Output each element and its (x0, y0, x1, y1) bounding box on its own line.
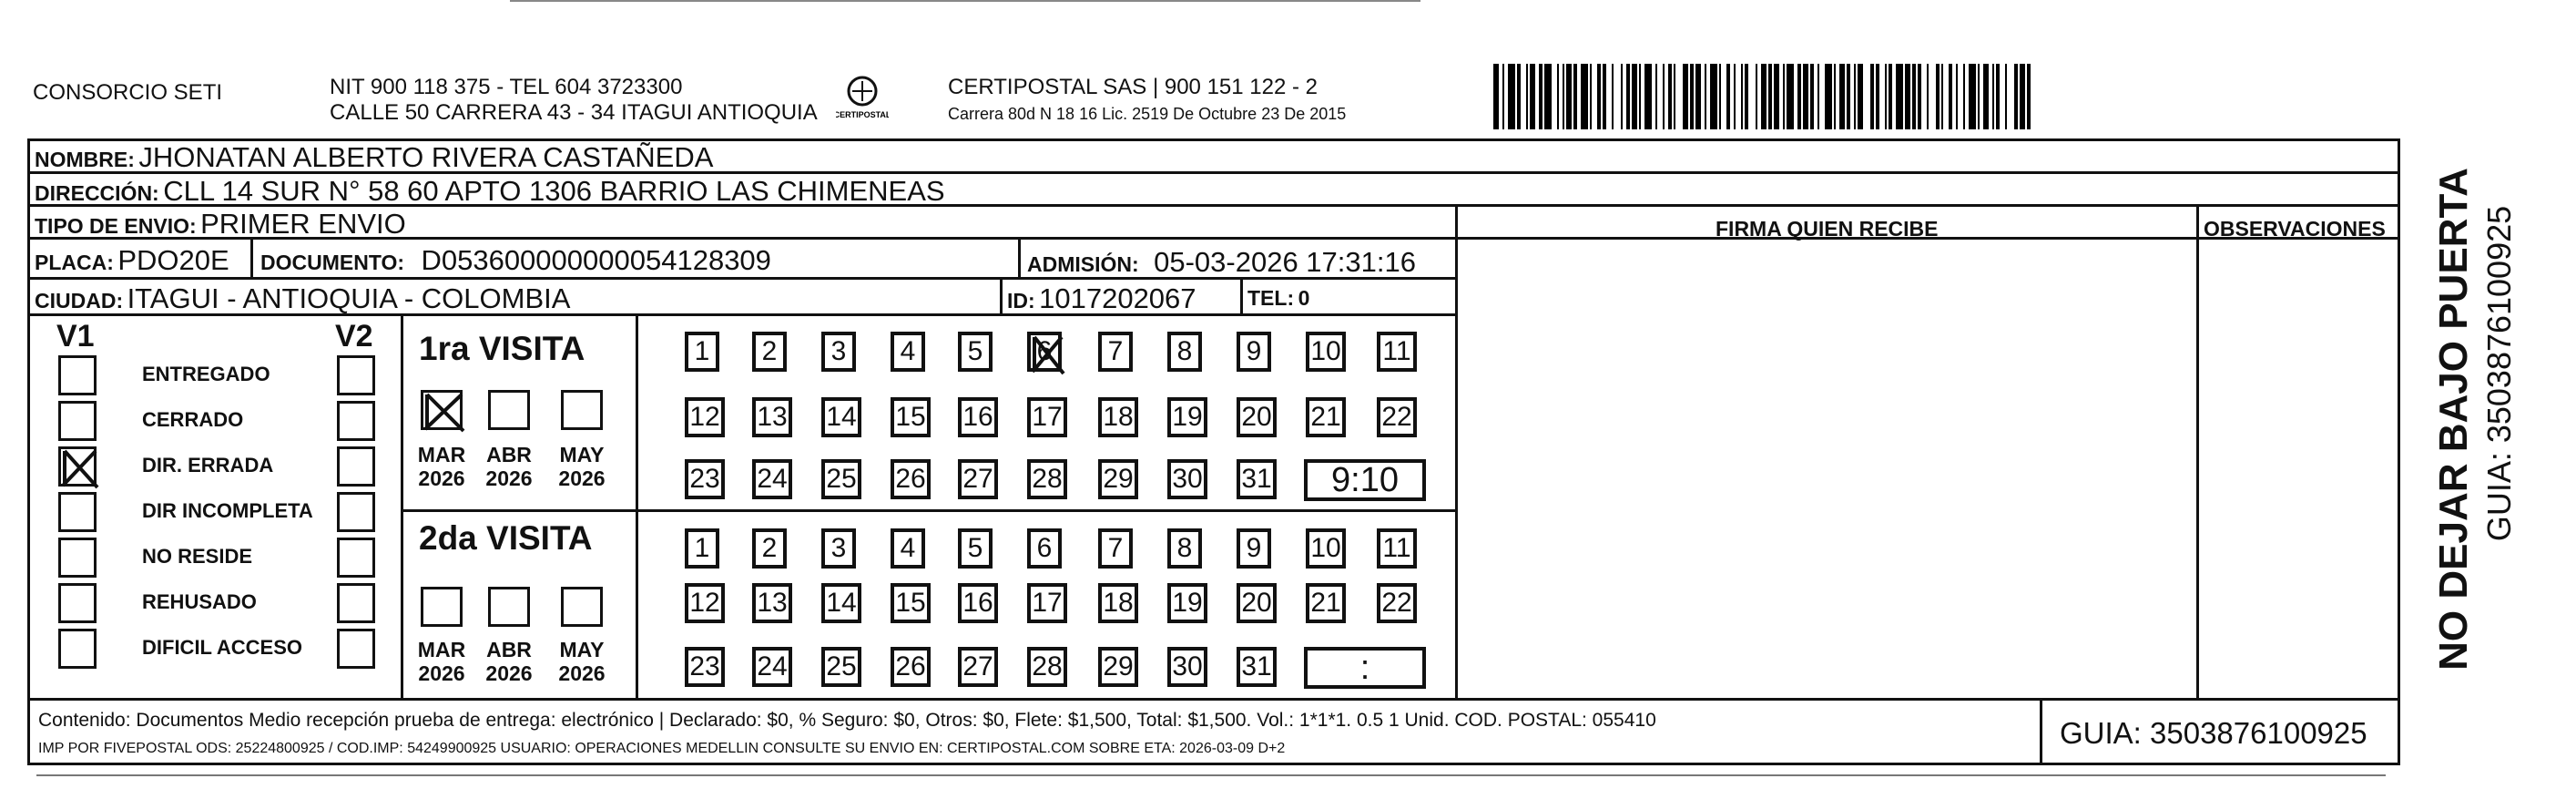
admission-date: 05-03-2026 17:31:16 (1154, 246, 1416, 278)
carrier-line: CERTIPOSTAL SAS | 900 151 122 - 2 (948, 75, 1318, 99)
day-number: 8 (1176, 533, 1193, 563)
day-box (1306, 397, 1346, 437)
status-label: ENTREGADO (142, 363, 270, 385)
side-guia: GUIA: 3503876100925 (2480, 205, 2518, 542)
day-number: 5 (967, 336, 983, 366)
month-name: MAR (417, 638, 466, 661)
month-checkbox (421, 587, 463, 627)
observations-header: OBSERVACIONES (2204, 217, 2386, 241)
day-box (1098, 647, 1138, 687)
day-box (1027, 528, 1062, 569)
time-box (1304, 647, 1426, 689)
day-number: 4 (900, 336, 916, 366)
id-number: 1017202067 (1039, 282, 1196, 314)
day-box (1027, 459, 1067, 499)
day-number: 3 (830, 533, 847, 563)
status-label: DIR INCOMPLETA (142, 499, 313, 522)
day-box (1027, 647, 1067, 687)
day-box (1237, 332, 1271, 372)
day-box (685, 332, 719, 372)
month-name: ABR (486, 638, 532, 661)
v2-checkbox (337, 446, 375, 487)
day-box (752, 583, 792, 623)
day-number: 4 (900, 533, 916, 563)
day-box (821, 647, 861, 687)
handwritten-x-mark (61, 449, 99, 489)
status-label: REHUSADO (142, 590, 257, 613)
day-number: 28 (1032, 464, 1063, 494)
day-box (1098, 583, 1138, 623)
day-number: 10 (1310, 336, 1341, 366)
day-box (752, 528, 787, 569)
day-number: 1 (694, 336, 710, 366)
visit-time: 9:10 (1331, 460, 1399, 499)
day-box (1377, 528, 1417, 569)
day-box (1237, 459, 1277, 499)
month-label (550, 638, 614, 686)
certipostal-logo (836, 73, 889, 126)
day-number: 17 (1032, 588, 1063, 618)
day-number: 13 (757, 402, 788, 432)
nit-line: NIT 900 118 375 - TEL 604 3723300 (330, 75, 683, 99)
month-label (477, 638, 541, 686)
day-box (1098, 528, 1133, 569)
month-checkbox (421, 390, 463, 430)
v1-checkbox (58, 629, 97, 669)
day-number: 8 (1176, 336, 1193, 366)
company-name: CONSORCIO SETI (33, 80, 223, 105)
month-label (410, 443, 473, 491)
day-box (1098, 332, 1133, 372)
plate: PDO20E (117, 244, 229, 276)
day-number: 19 (1172, 402, 1203, 432)
day-box (1167, 459, 1207, 499)
month-checkbox (561, 390, 603, 430)
address-label: DIRECCIÓN: (35, 181, 159, 205)
day-number: 23 (689, 651, 720, 681)
send-type: PRIMER ENVIO (200, 208, 406, 240)
print-line: IMP POR FIVEPOSTAL ODS: 25224800925 / COD.IMP: 54249900925 USUARIO: OPERACIONES MEDELLIN CONSULTE SU ENVIO EN: CERTIPOSTAL.COM SOBRE ETA: 2026-03-09 D+2 (38, 741, 1286, 756)
day-box (685, 459, 725, 499)
day-box (958, 647, 998, 687)
day-box (958, 332, 993, 372)
day-number: 30 (1172, 651, 1203, 681)
v1-checkbox (58, 583, 97, 623)
day-number: 12 (689, 588, 720, 618)
day-number: 2 (761, 533, 778, 563)
day-number: 19 (1172, 588, 1203, 618)
tel-label: TEL: (1247, 286, 1295, 310)
day-number: 6 (1036, 336, 1053, 366)
day-number: 22 (1381, 402, 1412, 432)
day-box (685, 647, 725, 687)
day-number: 6 (1036, 533, 1053, 563)
day-box (685, 583, 725, 623)
day-number: 18 (1103, 588, 1134, 618)
day-box (958, 397, 998, 437)
month-year: 2026 (558, 661, 606, 686)
day-number: 29 (1103, 464, 1134, 494)
status-label: DIR. ERRADA (142, 454, 274, 476)
tel-number: 0 (1298, 286, 1310, 310)
day-number: 27 (962, 651, 993, 681)
status-label: CERRADO (142, 408, 244, 431)
month-year: 2026 (485, 661, 533, 686)
no-dejar-warning: NO DEJAR BAJO PUERTA (2431, 168, 2476, 671)
month-year: 2026 (418, 661, 465, 686)
day-number: 15 (895, 402, 926, 432)
v1-checkbox (58, 446, 97, 487)
day-box (1167, 528, 1202, 569)
v2-checkbox (337, 629, 375, 669)
v2-checkbox (337, 355, 375, 395)
day-number: 24 (757, 651, 788, 681)
day-box (958, 528, 993, 569)
signature-header: FIRMA QUIEN RECIBE (1716, 217, 1939, 241)
day-box (821, 332, 856, 372)
day-number: 26 (895, 464, 926, 494)
day-number: 30 (1172, 464, 1203, 494)
month-year: 2026 (485, 466, 533, 491)
day-number: 31 (1241, 651, 1272, 681)
v1-checkbox (58, 538, 97, 578)
month-name: MAY (559, 638, 605, 661)
day-box (685, 528, 719, 569)
day-number: 25 (826, 464, 857, 494)
day-box (1237, 397, 1277, 437)
day-number: 11 (1382, 533, 1411, 563)
day-number: 17 (1032, 402, 1063, 432)
visit-time: : (1359, 648, 1370, 687)
day-box (821, 397, 861, 437)
day-number: 25 (826, 651, 857, 681)
day-box (752, 332, 787, 372)
month-year: 2026 (558, 466, 606, 491)
day-number: 3 (830, 336, 847, 366)
day-number: 18 (1103, 402, 1134, 432)
v2-label: V2 (335, 319, 373, 354)
day-box (1237, 647, 1277, 687)
day-box (752, 647, 792, 687)
day-box (891, 332, 925, 372)
day-number: 20 (1241, 402, 1272, 432)
day-box (752, 397, 792, 437)
day-number: 10 (1310, 533, 1341, 563)
day-box (1027, 397, 1067, 437)
barcode (1493, 64, 2222, 129)
day-box (958, 583, 998, 623)
day-box (1167, 397, 1207, 437)
day-number: 14 (826, 588, 857, 618)
day-number: 31 (1241, 464, 1272, 494)
day-number: 7 (1107, 336, 1124, 366)
day-box (1167, 583, 1207, 623)
visit1-title: 1ra VISITA (419, 330, 585, 367)
day-box (1377, 397, 1417, 437)
send-type-label: TIPO DE ENVIO: (35, 214, 197, 238)
month-name: ABR (486, 443, 532, 466)
v1-label: V1 (56, 319, 95, 354)
day-number: 24 (757, 464, 788, 494)
status-label: DIFICIL ACCESO (142, 636, 303, 659)
name-label: NOMBRE: (35, 148, 135, 171)
day-number: 16 (962, 402, 993, 432)
day-box (891, 459, 931, 499)
recipient-address: CLL 14 SUR N° 58 60 APTO 1306 BARRIO LAS CHIMENEAS (163, 175, 945, 207)
day-number: 13 (757, 588, 788, 618)
day-number: 21 (1310, 402, 1341, 432)
day-box (752, 459, 792, 499)
day-box (1377, 583, 1417, 623)
scan-edge (510, 0, 1420, 2)
day-box (891, 647, 931, 687)
month-checkbox (488, 587, 530, 627)
day-box (1098, 459, 1138, 499)
license-line: Carrera 80d N 18 16 Lic. 2519 De Octubre 23 De 2015 (948, 105, 1347, 123)
day-box (891, 397, 931, 437)
v1-checkbox (58, 355, 97, 395)
day-box (1306, 332, 1346, 372)
plate-label: PLACA: (35, 251, 114, 274)
month-label (477, 443, 541, 491)
day-number: 21 (1310, 588, 1341, 618)
v1-checkbox (58, 492, 97, 532)
day-box (1167, 647, 1207, 687)
document-label: DOCUMENTO: (260, 251, 405, 274)
day-number: 9 (1246, 533, 1262, 563)
footer-guia: GUIA: 3503876100925 (2060, 716, 2367, 750)
day-box (821, 459, 861, 499)
month-year: 2026 (418, 466, 465, 491)
id-label: ID: (1007, 289, 1035, 313)
logo-text: CERTIPOSTAL (836, 110, 889, 119)
month-name: MAY (559, 443, 605, 466)
v2-checkbox (337, 583, 375, 623)
recipient-name: JHONATAN ALBERTO RIVERA CASTAÑEDA (138, 141, 714, 173)
day-number: 2 (761, 336, 778, 366)
day-number: 26 (895, 651, 926, 681)
status-label: NO RESIDE (142, 545, 253, 568)
handwritten-x-mark (1031, 335, 1065, 375)
day-number: 1 (694, 533, 710, 563)
day-number: 16 (962, 588, 993, 618)
month-label (410, 638, 473, 686)
v2-checkbox (337, 538, 375, 578)
city-label: CIUDAD: (35, 289, 124, 313)
day-number: 20 (1241, 588, 1272, 618)
day-number: 29 (1103, 651, 1134, 681)
day-box (1027, 332, 1062, 372)
day-number: 12 (689, 402, 720, 432)
day-number: 14 (826, 402, 857, 432)
month-checkbox (488, 390, 530, 430)
day-number: 23 (689, 464, 720, 494)
month-label (550, 443, 614, 491)
day-box (891, 583, 931, 623)
day-number: 28 (1032, 651, 1063, 681)
day-box (1098, 397, 1138, 437)
month-checkbox (561, 587, 603, 627)
day-box (821, 583, 861, 623)
day-box (1306, 583, 1346, 623)
handwritten-x-mark (423, 393, 465, 433)
address-line: CALLE 50 CARRERA 43 - 34 ITAGUI ANTIOQUIA (330, 100, 818, 125)
day-box (1377, 332, 1417, 372)
visit2-title: 2da VISITA (419, 519, 593, 557)
day-box (958, 459, 998, 499)
day-number: 9 (1246, 336, 1262, 366)
city: ITAGUI - ANTIOQUIA - COLOMBIA (127, 282, 571, 314)
document-number: D053600000000054128309 (421, 244, 771, 276)
day-number: 5 (967, 533, 983, 563)
month-name: MAR (417, 443, 466, 466)
v1-checkbox (58, 401, 97, 441)
day-box (685, 397, 725, 437)
day-box (1027, 583, 1067, 623)
v2-checkbox (337, 401, 375, 441)
day-number: 7 (1107, 533, 1124, 563)
day-number: 22 (1381, 588, 1412, 618)
content-line: Contenido: Documentos Medio recepción prueba de entrega: electrónico | Declarado: $0, % Seguro: $0, Otros: $0, Flete: $1,500, Total: $1,500. Vol.: 1*1*1. 0.5 1 Unid. COD. POSTAL: 055410 (38, 710, 1656, 731)
day-number: 27 (962, 464, 993, 494)
day-number: 11 (1382, 336, 1411, 366)
day-box (1237, 528, 1271, 569)
day-box (1237, 583, 1277, 623)
day-box (1306, 528, 1346, 569)
day-number: 15 (895, 588, 926, 618)
day-box (821, 528, 856, 569)
time-box (1304, 459, 1426, 501)
day-box (1167, 332, 1202, 372)
day-box (891, 528, 925, 569)
v2-checkbox (337, 492, 375, 532)
admission-label: ADMISIÓN: (1027, 252, 1139, 276)
scan-edge-bottom (36, 774, 2386, 776)
